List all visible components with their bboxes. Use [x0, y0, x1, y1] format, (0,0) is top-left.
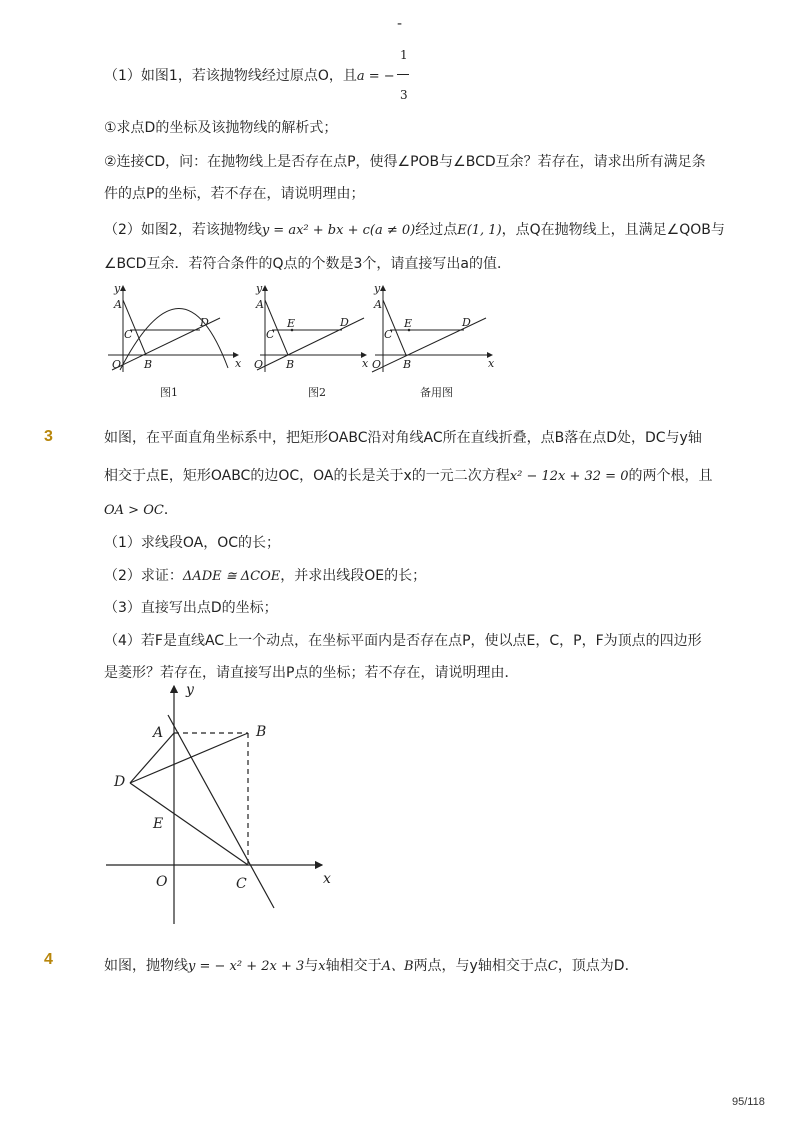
q3-line3-suffix: ． [163, 502, 178, 518]
q2-part2-line2: ∠BCD互余．若符合条件的Q点的个数是3个，请直接写出a的值． [104, 256, 511, 272]
q3-label-b: B [256, 724, 267, 740]
q3-line1: 如图，在平面直角坐标系中，把矩形OABC沿对角线AC所在直线折叠，点B落在点D处，DC与y轴 [104, 430, 702, 446]
fig2-label-d: D [340, 316, 349, 329]
q3-congruence: ΔADE ≅ ΔCOE [182, 569, 281, 584]
fig1-caption: 图1 [160, 386, 178, 399]
q3-line2-prefix: 相交于点E，矩形OABC的边OC，OA的长是关于x的一元二次方程 [104, 468, 510, 484]
q2-part1-text: （1）如图1，若该抛物线经过原点O，且 [104, 68, 357, 84]
fig2-label-o: O [254, 358, 264, 371]
fig3-label-a: A [374, 298, 382, 311]
q4-mid3: 两点，与y轴相交于点 [413, 958, 548, 974]
q3-label-o: O [156, 874, 168, 890]
q3-line2 [104, 466, 712, 487]
q4-equation: y = − x² + 2x + 3 [188, 959, 305, 974]
question-4-number: 4 [44, 951, 53, 968]
q3-part4-line1: （4）若F是直线AC上一个动点，在坐标平面内是否存在点P，使以点E，C，P，F为顶点的四边形 [104, 633, 702, 649]
q4-points: A、B [381, 959, 414, 974]
q4-c-var: C [547, 959, 558, 974]
fig2-label-b: B [286, 358, 295, 371]
fig3-label-x: x [488, 357, 495, 370]
q2-sub1: ①求点D的坐标及该抛物线的解析式； [104, 120, 338, 136]
fig2-label-a: A [256, 298, 264, 311]
fig2-label-y: y [256, 282, 263, 295]
q2-part2-suffix: ，点Q在抛物线上，且满足∠QOB与 [501, 222, 725, 238]
fig1-label-y: y [114, 282, 121, 295]
q4-suffix: ，顶点为D． [557, 958, 639, 974]
page-number: 95/118 [732, 1096, 765, 1108]
fig1-label-a: A [114, 298, 122, 311]
q3-segment-db [130, 733, 248, 783]
q3-label-c: C [236, 876, 247, 892]
fraction-numerator: 1 [400, 48, 408, 62]
q3-label-d: D [114, 774, 126, 790]
q4-x-var: x [318, 959, 326, 974]
q3-equation: x² − 12x + 32 = 0 [509, 469, 629, 484]
q2-figures [100, 278, 500, 406]
q2-part2-point: E(1, 1) [457, 223, 502, 238]
fig2-label-c: C [266, 328, 275, 341]
fraction-denominator: 3 [400, 88, 408, 102]
q3-figure [100, 680, 340, 930]
q3-part2-prefix: （2）求证： [104, 568, 183, 584]
header-dash: - [397, 16, 403, 32]
fig3-label-c: C [384, 328, 393, 341]
q3-part2 [104, 566, 426, 587]
q4-mid1: 与 [304, 958, 319, 974]
q2-sub2-line2: 件的点P的坐标，若不存在，请说明理由； [104, 186, 365, 202]
q3-segment-da [130, 733, 174, 783]
fig3-label-d: D [462, 316, 471, 329]
q3-line3 [104, 500, 178, 521]
q2-part2-prefix: （2）如图2，若该抛物线 [104, 222, 262, 238]
q3-part3: （3）直接写出点D的坐标； [104, 600, 278, 616]
fig1-label-d: D [200, 316, 209, 329]
fig3-label-y: y [374, 282, 381, 295]
fig1-label-c: C [124, 328, 133, 341]
q3-label-a: A [153, 725, 164, 741]
q3-label-x: x [323, 871, 331, 887]
question-3-number: 3 [44, 428, 53, 445]
fig3-label-b: B [403, 358, 412, 371]
q3-part1: （1）求线段OA，OC的长； [104, 535, 281, 551]
q3-line2-suffix: 的两个根，且 [628, 468, 713, 484]
q4-line [104, 956, 639, 977]
q2-part1-line [104, 66, 395, 87]
q3-label-e: E [153, 816, 164, 832]
q3-inequality: OA > OC [104, 503, 164, 518]
fig1-label-x: x [235, 357, 242, 370]
fig2-label-x: x [362, 357, 369, 370]
q3-part4-line2: 是菱形？若存在，请直接写出P点的坐标；若不存在，请说明理由． [104, 665, 519, 681]
fig1-label-o: O [112, 358, 122, 371]
q2-part1-math: a = − [356, 69, 395, 84]
fig1-label-b: B [144, 358, 153, 371]
q3-segment-dc [130, 783, 248, 865]
q4-mid2: 轴相交于 [325, 958, 382, 974]
fig1-parabola [120, 308, 228, 370]
fig3-caption: 备用图 [420, 386, 453, 399]
fig2-caption: 图2 [308, 386, 326, 399]
q4-prefix: 如图，抛物线 [104, 958, 188, 974]
q2-part2-math: y = ax² + bx + c(a ≠ 0) [261, 223, 416, 238]
fig2-label-e: E [287, 317, 296, 330]
q2-part2-mid: 经过点 [415, 222, 458, 238]
fig3-label-o: O [372, 358, 382, 371]
q2-sub2-line1: ②连接CD，问：在抛物线上是否存在点P，使得∠POB与∠BCD互余？若存在，请求出所有满足条 [104, 154, 706, 170]
q2-part2-line1 [104, 220, 725, 241]
q3-label-y: y [186, 682, 194, 698]
fraction-bar [397, 74, 409, 75]
q3-part2-suffix: ，并求出线段OE的长； [280, 568, 427, 584]
fig3-label-e: E [404, 317, 413, 330]
